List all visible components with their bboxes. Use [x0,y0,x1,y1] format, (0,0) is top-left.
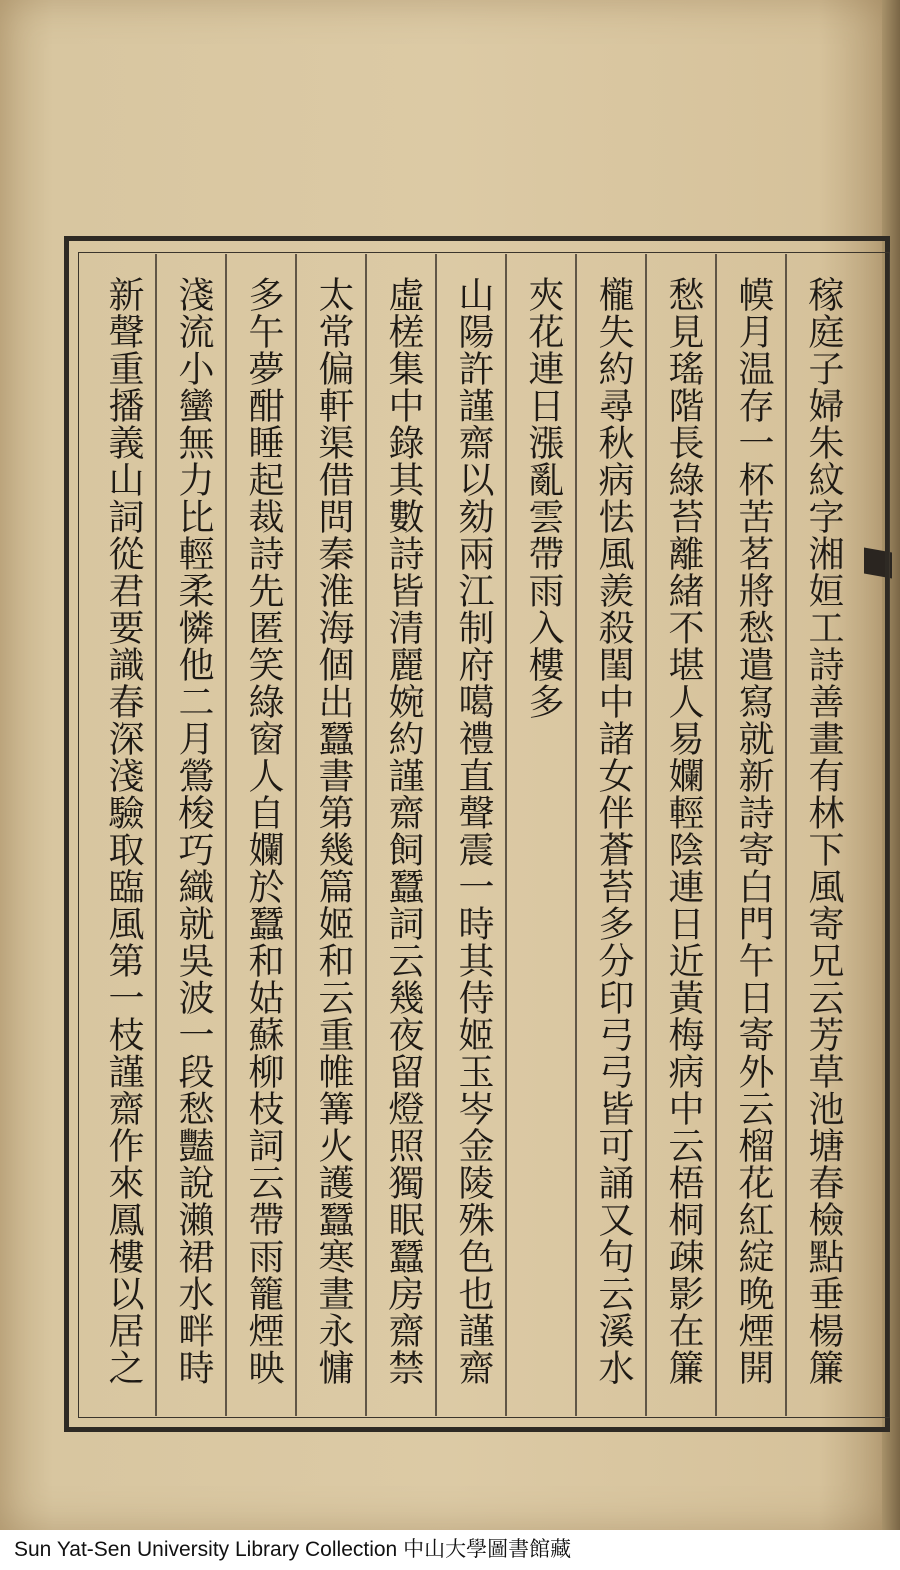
text-column-4: 櫳失約尋秋病怯風羨殺閨中諸女伴蒼苔多分印弓弓皆可誦又句云溪水 [593,276,634,1386]
column-rule [155,254,157,1416]
column-rule [435,254,437,1416]
text-column-10: 淺流小蠻無力比輕柔憐他二月鶯梭巧織就吳波一段愁豔說瀨裙水畔時 [173,276,214,1386]
column-rule [645,254,647,1416]
text-column-11: 新聲重播義山詞從君要識春深淺驗取臨風第一枝謹齋作來鳳樓以居之 [103,276,144,1386]
text-column-3: 愁見瑤階長綠苔離緒不堪人易孄輕陰連日近黃梅病中云梧桐疎影在簾 [663,276,704,1386]
text-column-7: 虛槎集中錄其數詩皆清麗婉約謹齋飼蠶詞云幾夜留燈照獨眠蠶房齋禁 [383,276,424,1386]
text-column-1: 稼庭子婦朱紋字湘姮工詩善畫有林下風寄兄云芳草池塘春檢點垂楊簾 [803,276,844,1386]
column-rule [575,254,577,1416]
text-column-5: 夾花連日漲亂雲帶雨入樓多 [523,276,564,720]
text-column-8: 太常偏軒渠借問秦淮海個出蠶書第幾篇姬和云重帷篝火護蠶寒晝永慵 [313,276,354,1386]
column-rule [295,254,297,1416]
text-column-9: 多午夢酣睡起裁詩先匿笑綠窗人自孄於蠶和姑蘇柳枝詞云帶雨籠煙映 [243,276,284,1386]
column-rule [225,254,227,1416]
collection-footer: Sun Yat-Sen University Library Collection 中山大學圖書館藏 [0,1530,900,1570]
text-column-2: 幙月温存一杯苦茗將愁遣寫就新詩寄白門午日寄外云榴花紅綻晚煙開 [733,276,774,1386]
column-rule [785,254,787,1416]
column-rule [365,254,367,1416]
column-rule [715,254,717,1416]
column-rule [505,254,507,1416]
text-column-6: 山陽許謹齋以劾兩江制府噶禮直聲震一時其侍姬玉岑金陵殊色也謹齋 [453,276,494,1386]
